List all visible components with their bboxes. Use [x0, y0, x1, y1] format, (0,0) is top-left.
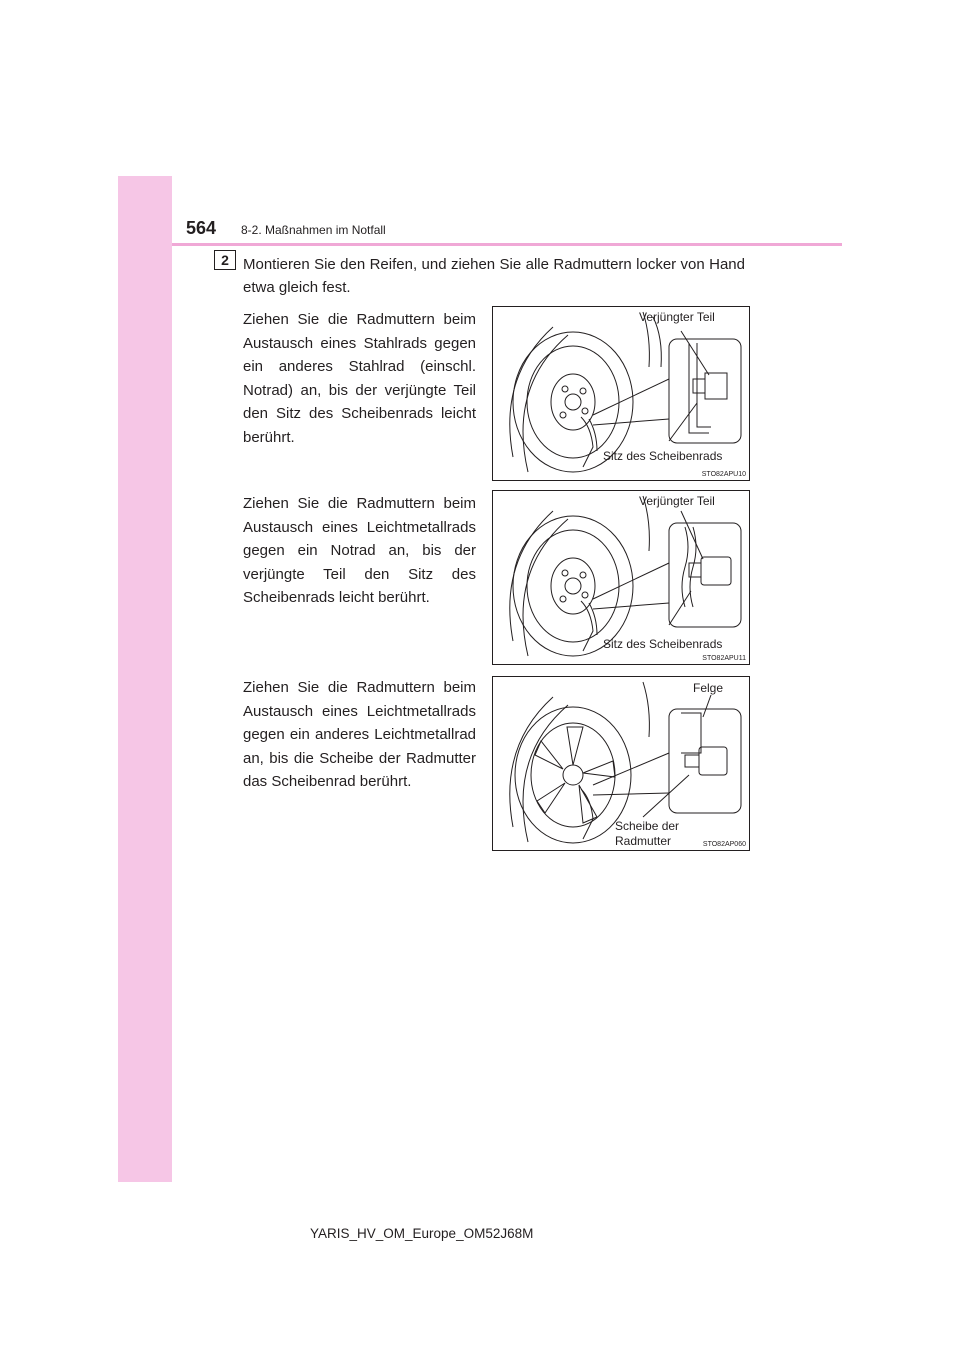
step-number-box: 2 [214, 250, 236, 270]
label-nut-washer-line1: Scheibe der [615, 819, 680, 833]
footer-doc-id: YARIS_HV_OM_Europe_OM52J68M [310, 1226, 534, 1241]
label-tapered-part: Verjüngter Teil [639, 494, 715, 508]
alloy-to-spare-figure [492, 490, 750, 665]
alloy-to-spare-instruction: Ziehen Sie die Radmuttern beim Austausch eines Leichtmetallrads gegen ein Notrad an, bis der verjüngte Teil den Sitz des Scheibenrads leicht berührt. [243, 495, 476, 607]
steel-wheel-instruction: Ziehen Sie die Radmuttern beim Austausch eines Stahlrads gegen ein anderes Stahlrad (einschl. Notrad) an, bis der verjüngte Teil den Sitz des Scheibenrads leicht berührt. [243, 311, 476, 446]
alloy-to-alloy-figure [492, 676, 750, 851]
alloy-to-alloy-instruction: Ziehen Sie die Radmuttern beim Austausch eines Leichtmetallrads gegen ein anderes Leichtmetallrad an, bis die Scheibe der Radmutter das Scheibenrad berührt. [243, 679, 476, 791]
figure-code: STO82APU11 [702, 655, 746, 662]
label-rim: Felge [693, 681, 724, 695]
step-text: Montieren Sie den Reifen, und ziehen Sie alle Radmuttern locker von Hand etwa gleich fest. [243, 256, 745, 296]
label-tapered-part: Verjüngter Teil [639, 310, 715, 324]
header-rule [172, 243, 842, 246]
section-title: 8-2. Maßnahmen im Notfall [241, 223, 386, 237]
figure-code: STO82AP060 [702, 841, 746, 848]
figure-code: STO82APU10 [701, 471, 746, 478]
side-color-band [118, 176, 172, 1182]
label-wheel-seat: Sitz des Scheibenrads [603, 449, 723, 463]
label-nut-washer-line2: Radmutter [615, 834, 672, 848]
page-number: 564 [186, 218, 217, 238]
steel-wheel-figure [492, 306, 750, 481]
label-wheel-seat: Sitz des Scheibenrads [603, 637, 723, 651]
